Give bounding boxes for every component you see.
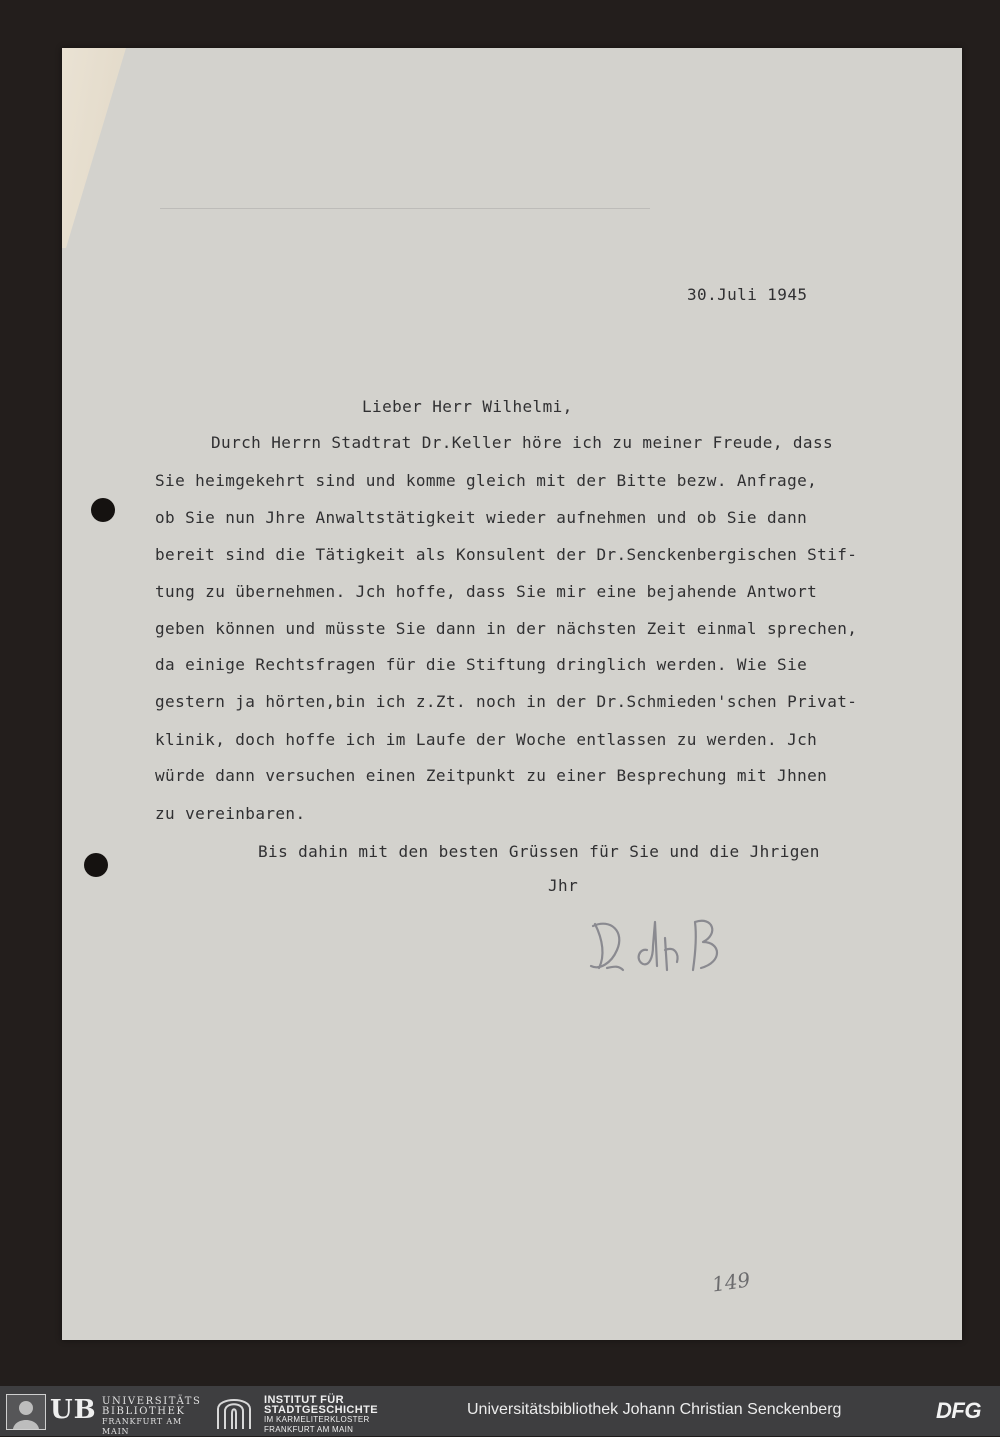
letter-body-line: ob Sie nun Jhre Anwaltstätigkeit wieder aufnehmen und ob Sie dann [155,508,808,527]
letter-body-line: da einige Rechtsfragen für die Stiftung dringlich werden. Wie Sie [155,655,808,674]
letter-sign-off: Jhr [548,876,579,895]
ub-letters: UB [50,1395,97,1425]
arch-icon [214,1393,254,1429]
ub-line2: BIBLIOTHEK [102,1406,186,1417]
faint-ruling [160,208,650,209]
letter-body-line: gestern ja hörten,bin ich z.Zt. noch in der Dr.Schmieden'schen Privat- [155,692,858,711]
letter-closing: Bis dahin mit den besten Grüssen für Sie und die Jhrigen [258,842,820,861]
letter-salutation: Lieber Herr Wilhelmi, [362,397,573,416]
letter-body-line: bereit sind die Tätigkeit als Konsulent der Dr.Senckenbergischen Stif- [155,545,858,564]
punch-hole-bottom [84,853,108,877]
letter-body-line: geben können und müsste Sie dann in der nächsten Zeit einmal sprechen, [155,619,858,638]
isg-line4: FRANKFURT AM MAIN [264,1425,354,1434]
letter-body-line: tung zu übernehmen. Jch hoffe, dass Sie mir eine bejahende Antwort [155,582,818,601]
letter-body-line: Sie heimgekehrt sind und komme gleich mit der Bitte bezw. Anfrage, [155,471,818,490]
isg-line3: IM KARMELITERKLOSTER [264,1415,370,1424]
isg-line2: STADTGESCHICHTE [264,1404,378,1416]
footer-title: Universitätsbibliothek Johann Christian Senckenberg [467,1401,842,1418]
letter-body-line: zu vereinbaren. [155,804,306,823]
letter-body-line: Durch Herrn Stadtrat Dr.Keller höre ich zu meiner Freude, dass [211,433,834,452]
ub-line1: UNIVERSITÄTS [102,1396,202,1407]
isg-logo[interactable] [214,1392,414,1434]
letter-body-line: klinik, doch hoffe ich im Laufe der Woche entlassen zu werden. Jch [155,730,818,749]
footer-bar [0,1386,1000,1436]
letter-body-line: würde dann versuchen einen Zeitpunkt zu einer Besprechung mit Jhnen [155,766,828,785]
ub-line3: FRANKFURT AM MAIN [102,1417,182,1436]
isg-wordmark [264,1395,378,1435]
page-number: 149 [710,1267,752,1297]
isg-line1: INSTITUT FÜR [264,1394,344,1406]
letter-date: 30.Juli 1945 [687,285,808,304]
portrait-icon [6,1394,46,1430]
punch-hole-top [91,498,115,522]
dfg-logo[interactable]: DFG [936,1398,981,1423]
handwritten-signature [585,910,745,980]
ub-logo[interactable] [6,1392,206,1436]
ub-wordmark [102,1397,206,1437]
